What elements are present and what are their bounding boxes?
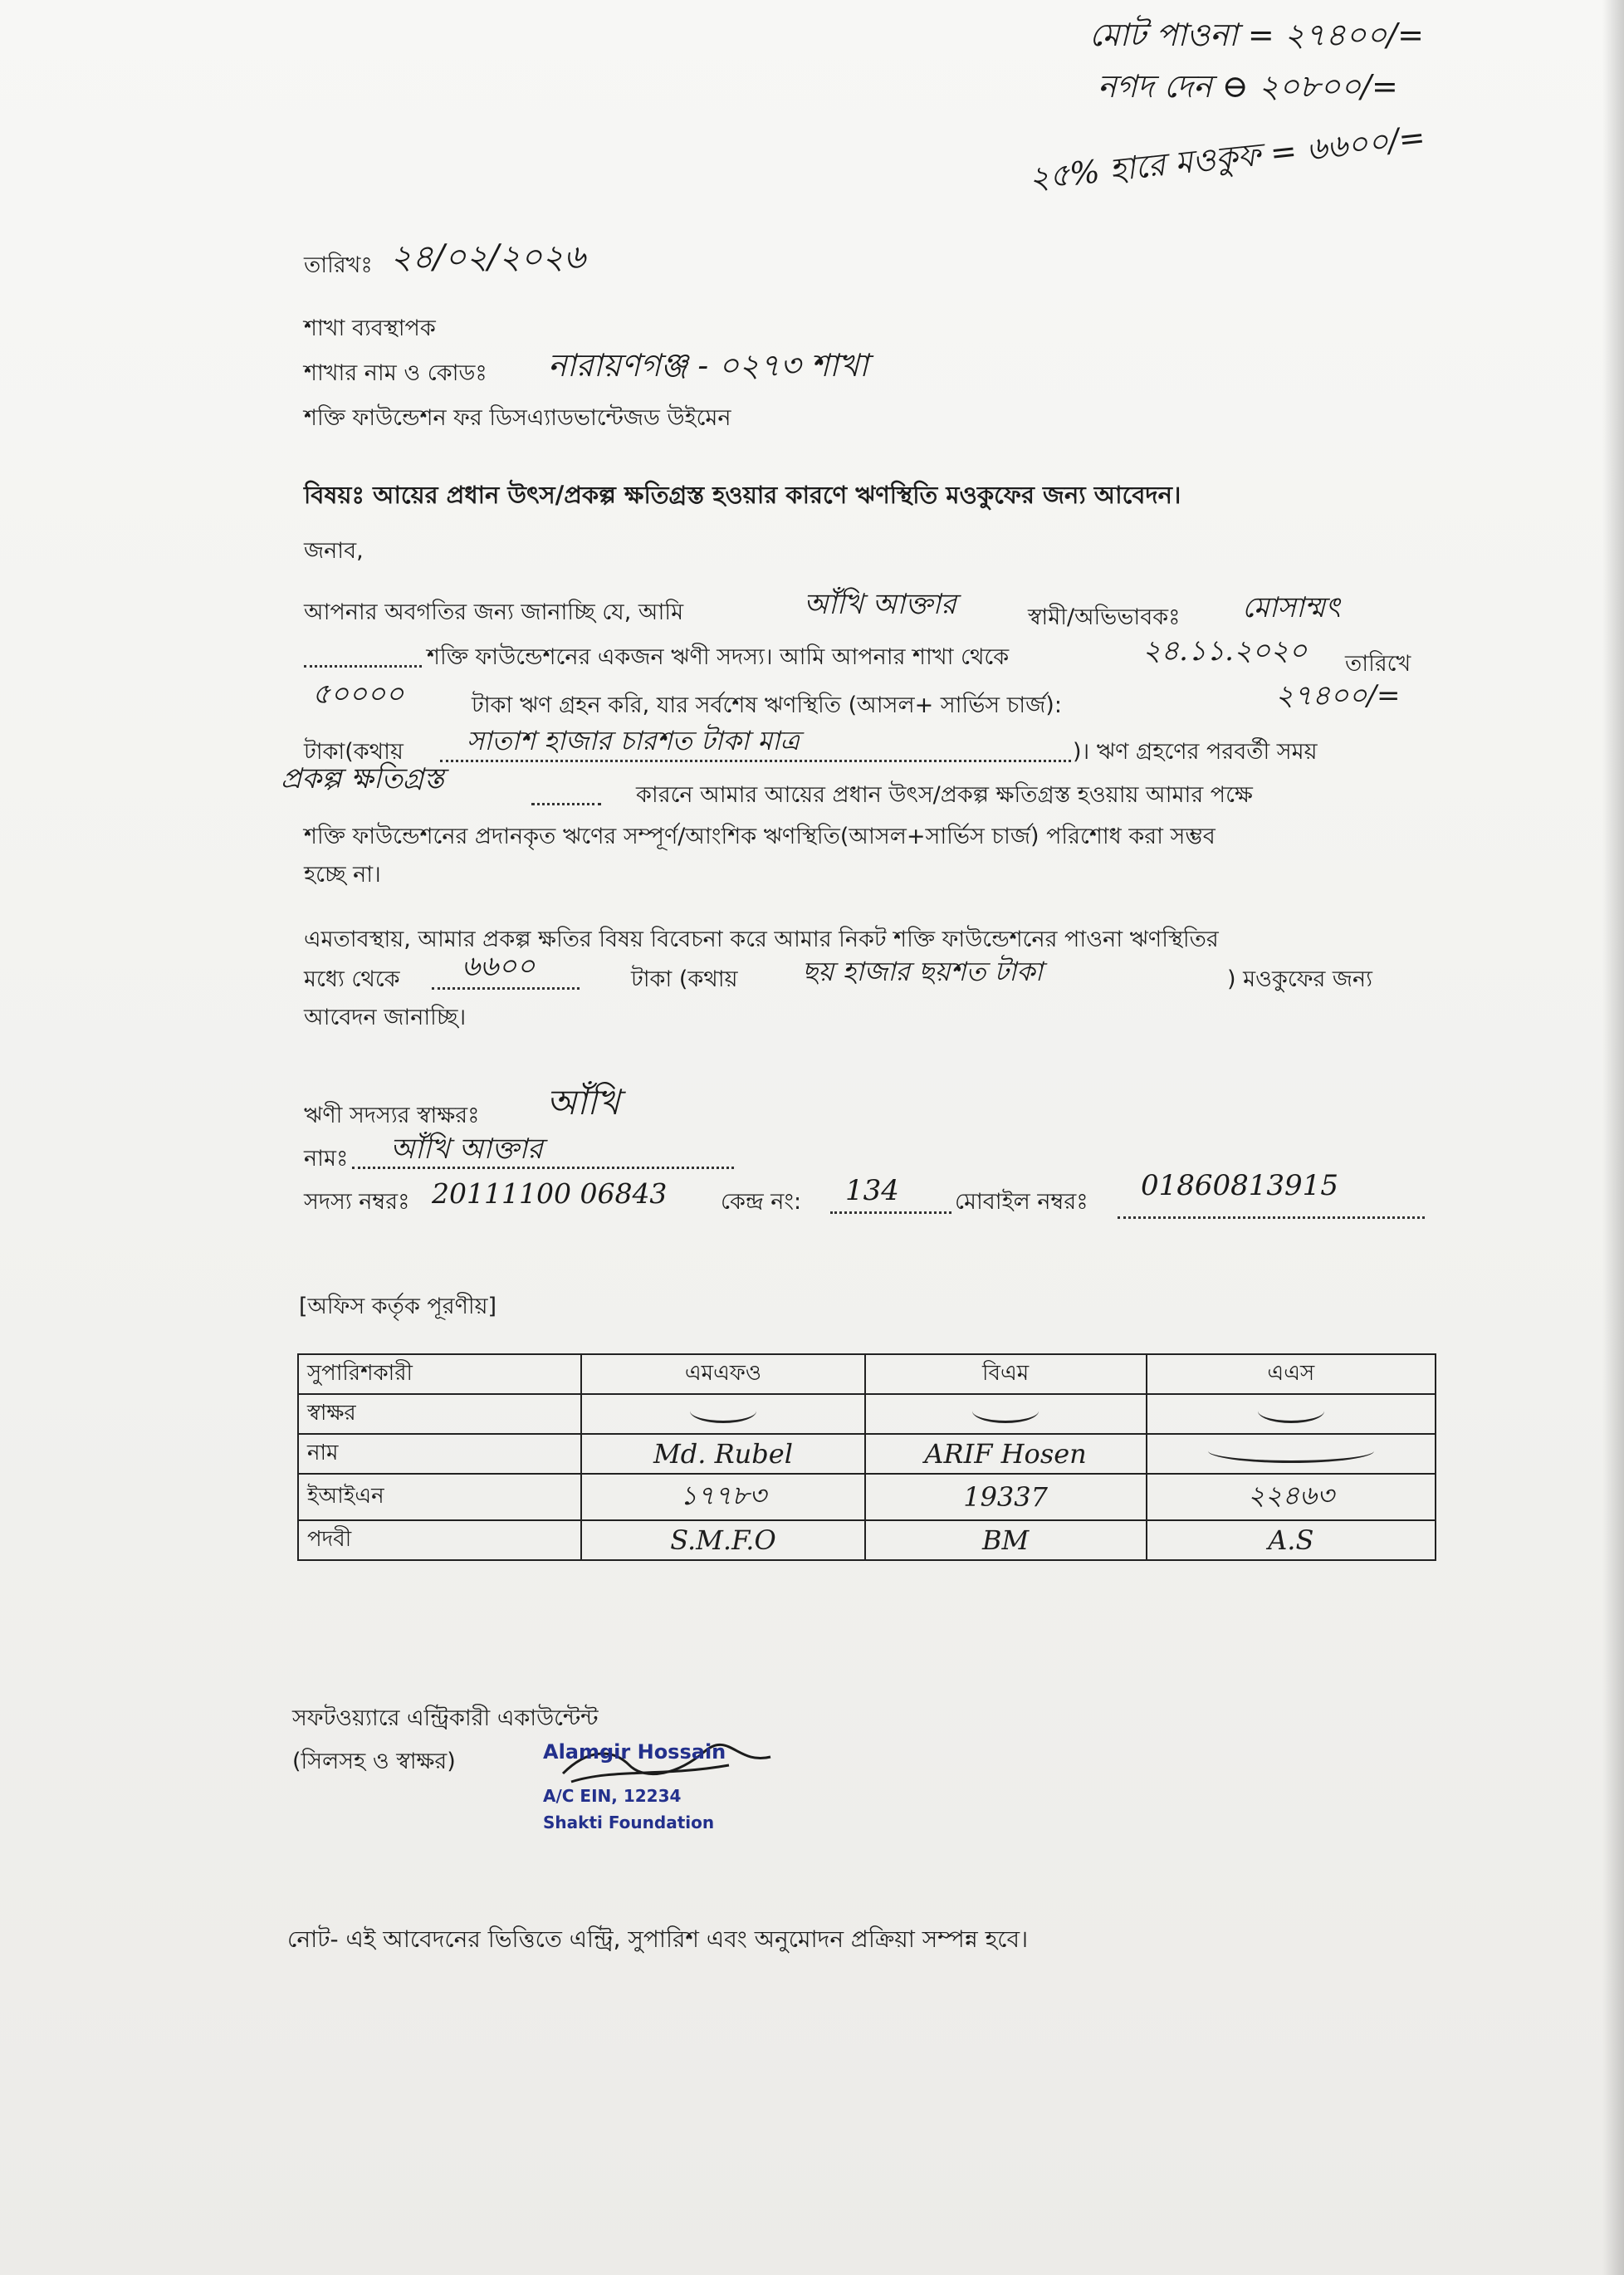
fill-dots [352,1166,734,1169]
body-text: আবেদন জানাচ্ছি। [304,1005,467,1030]
accountant-instruction: (সিলসহ ও স্বাক্ষর) [292,1749,456,1774]
footnote: নোট- এই আবেদনের ভিত্তিতে এন্ট্রি, সুপারিশ এবং অনুমোদন প্রক্রিয়া সম্পন্ন হবে। [287,1925,1029,1953]
mobile-value: 01860813915 [1141,1169,1338,1202]
row-label: ইআইএন [298,1474,581,1520]
table-cell: Md. Rubel [581,1434,864,1474]
stamp-line: Shakti Foundation [543,1813,715,1832]
waiver-words-fill: ছয় হাজার ছয়শত টাকা [802,956,1043,987]
loan-amount-fill: ৫০০০০ [312,678,404,711]
table-row [298,1474,1436,1520]
member-signature: আঁখি [546,1082,620,1123]
table-header-cell: সুপারিশকারী [298,1354,581,1394]
signature-mark [865,1394,1147,1434]
table-row [298,1394,1436,1434]
table-cell: ২২৪৬৩ [1147,1474,1436,1520]
branch-label: শাখার নাম ও কোডঃ [304,360,487,386]
table-header-cell: এএস [1147,1354,1436,1394]
row-label: স্বাক্ষর [298,1394,581,1434]
body-text: হচ্ছে না। [304,862,381,888]
salutation: জনাব, [304,538,364,564]
body-text: মধ্যে থেকে [304,966,400,992]
fill-dots [1118,1216,1425,1219]
table-cell: 19337 [865,1474,1147,1520]
date-label: তারিখঃ [304,252,373,278]
body-text: টাকা(কথায় [304,739,404,765]
center-value: 134 [845,1174,899,1207]
date-value: ২৪/০২/২০২৬ [390,238,585,276]
body-text: ) মওকুফের জন্য [1227,966,1372,992]
waiver-amount-fill: ৬৬০০ [462,950,536,983]
table-header-row [298,1354,1436,1394]
table-cell: BM [865,1520,1147,1560]
body-text: আপনার অবগতির জন্য জানাচ্ছি যে, আমি [304,599,684,625]
table-cell: S.M.F.O [581,1520,864,1560]
body-text: টাকা (কথায় [631,966,738,992]
body-text: তারিখে [1345,651,1411,677]
balance-fill: ২৭৪০০/= [1275,679,1401,712]
member-number-label: সদস্য নম্বরঃ [304,1189,410,1215]
accountant-stamp [538,1740,837,1848]
stamp-line: Alamgir Hossain [543,1740,726,1764]
body-text: কারনে আমার আয়ের প্রধান উৎস/প্রকল্প ক্ষতিগ্রস্ত হওয়ায় আমার পক্ষে [636,782,1253,808]
body-text: )। ঋণ গ্রহণের পরবর্তী সময় [1073,739,1318,765]
body-text: টাকা ঋণ গ্রহন করি, যার সর্বশেষ ঋণস্থিতি (আসল+ সার্ভিস চার্জ): [472,692,1062,718]
signature-mark [1147,1394,1436,1434]
note-total-due: মোট পাওনা = ২৭৪০০/= [1089,17,1424,53]
subject-line: বিষয়ঃ আয়ের প্রধান উৎস/প্রকল্প ক্ষতিগ্রস্ত হওয়ার কারণে ঋণস্থিতি মওকুফের জন্য আবেদন। [304,481,1181,509]
stamp-line: A/C EIN, 12234 [543,1786,682,1806]
applicant-name-fill: আঁখি আক্তার [804,588,956,621]
fill-dots [531,802,601,805]
fill-dots [304,664,422,668]
fill-dots [830,1211,951,1214]
table-row [298,1434,1436,1474]
fill-dots [440,759,1071,762]
body-text: শক্তি ফাউন্ডেশনের প্রদানকৃত ঋণের সম্পূর্ণ/আংশিক ঋণস্থিতি(আসল+সার্ভিস চার্জ) পরিশোধ করা সম্ভব [304,824,1216,849]
body-text: শক্তি ফাউন্ডেশনের একজন ঋণী সদস্য। আমি আপনার শাখা থেকে [427,644,1010,670]
recipient-title: শাখা ব্যবস্থাপক [304,316,436,341]
member-signature-label: ঋণী সদস্যর স্বাক্ষরঃ [304,1103,480,1128]
page-edge-shadow [1602,0,1624,2275]
table-cell: ১৭৭৮৩ [581,1474,864,1520]
office-use-label: [অফিস কর্তৃক পূরণীয়] [299,1294,497,1319]
mobile-label: মোবাইল নম্বরঃ [955,1189,1088,1215]
branch-value: নারায়ণগঞ্জ - ০২৭৩ শাখা [548,347,868,384]
guardian-fill: মোসাম্মৎ [1242,591,1341,624]
row-label: পদবী [298,1520,581,1560]
signature-mark [1147,1434,1436,1474]
loan-date-fill: ২৪.১১.২০২০ [1142,634,1308,668]
table-header-cell: এমএফও [581,1354,864,1394]
reason-fill: প্রকল্প ক্ষতিগ্রস্ত [281,762,444,795]
balance-words-fill: সাতাশ হাজার চারশত টাকা মাত্র [467,725,800,756]
fill-dots [432,986,580,990]
member-name-label: নামঃ [304,1146,349,1172]
signature-mark [581,1394,864,1434]
accountant-title: সফটওয়্যারে এন্ট্রিকারী একাউন্টেন্ট [292,1705,599,1731]
member-name-value: আঁখি আক্তার [390,1133,543,1166]
row-label: নাম [298,1434,581,1474]
recommendation-table [297,1353,1436,1561]
table-cell: A.S [1147,1520,1436,1560]
body-text: এমতাবস্থায়, আমার প্রকল্প ক্ষতির বিষয় বিবেচনা করে আমার নিকট শক্তি ফাউন্ডেশনের পাওনা ঋণস্থিতির [304,927,1219,952]
body-text: স্বামী/অভিভাবকঃ [1028,604,1181,630]
note-cash-paid: নগদ দেন ⊖ ২০৮০০/= [1098,68,1398,105]
table-cell: ARIF Hosen [865,1434,1147,1474]
organization-name: শক্তি ফাউন্ডেশন ফর ডিসএ্যাডভান্টেজড উইমেন [304,405,731,431]
table-header-cell: বিএম [865,1354,1147,1394]
table-row [298,1520,1436,1560]
center-label: কেন্দ্র নং: [721,1189,802,1215]
note-waiver-rate: ২৫% হারে মওকুফ = ৬৬০০/= [1027,119,1427,197]
member-number-value: 20111100 06843 [432,1177,668,1210]
